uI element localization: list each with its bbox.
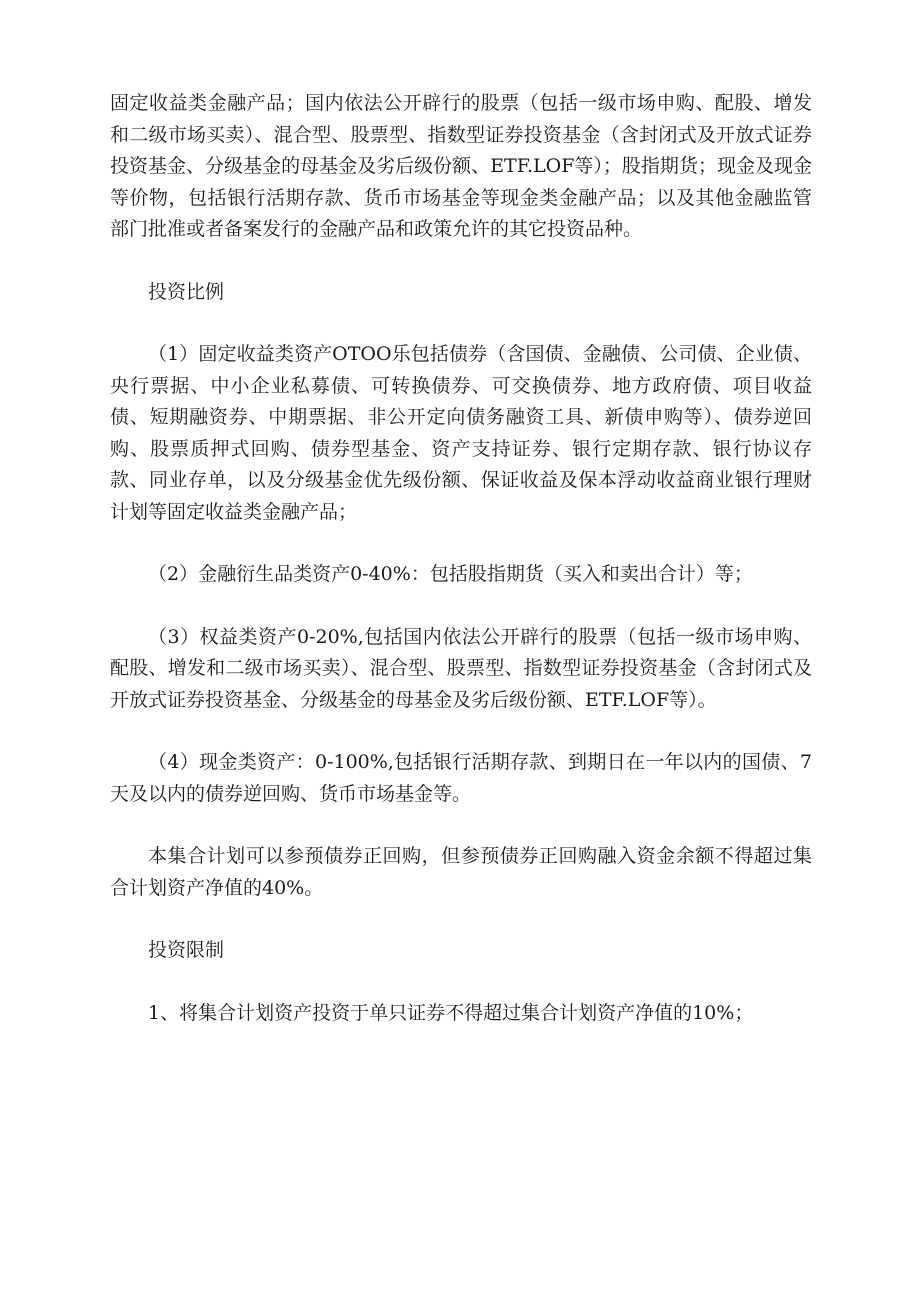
document-page [110, 88, 812, 1029]
paragraph-ratio-3: （3）权益类资产0-20%,包括国内依法公开辟行的股票（包括一级市场申购、配股、增发和二级市场买卖）、混合型、股票型、指数型证券投资基金（含封闭式及开放式证券投资基金、分级基金的母基金及劣后级份额、ETF.LOF等）。 [110, 625, 812, 711]
paragraph-limit-1: 1、将集合计划资产投资于单只证券不得超过集合计划资产净值的10%； [148, 1001, 754, 1024]
paragraph-ratio-2: （2）金融衍生品类资产0-40%：包括股指期货（买入和卖出合计）等； [148, 563, 753, 585]
heading-investment-ratio: 投资比例 [148, 280, 225, 303]
paragraph-investment-scope: 固定收益类金融产品；国内依法公开辟行的股票（包括一级市场申购、配股、增发和二级市场买卖）、混合型、股票型、指数型证券投资基金（含封闭式及开放式证券投资基金、分级基金的母基金及劣后级份额、ETF.LOF等）；股指期货；现金及现金等价物，包括银行活期存款、货币市场基金等现金类金融产品；以及其他金融监管部门批准或者备案发行的金融产品和政策允许的其它投资品种。 [110, 92, 812, 240]
paragraph-ratio-4: （4）现金类资产：0-100%,包括银行活期存款、到期日在一年以内的国债、7天及以内的债券逆回购、货币市场基金等。 [110, 751, 812, 805]
paragraph-ratio-1: （1）固定收益类资产OTOO乐包括债券（含国债、金融债、公司债、企业债、央行票据、中小企业私募债、可转换债券、可交换债券、地方政府债、项目收益债、短期融资券、中期票据、非公开定向债务融资工具、新债申购等）、债券逆回购、股票质押式回购、债券型基金、资产支持证券、银行定期存款、银行协议存款、同业存单，以及分级基金优先级份额、保证收益及保本浮动收益商业银行理财计划等固定收益类金融产品； [110, 343, 812, 523]
heading-investment-limits: 投资限制 [148, 939, 225, 961]
paragraph-repo: 本集合计划可以参预债券正回购，但参预债券正回购融入资金余额不得超过集合计划资产净值的40%。 [110, 845, 812, 899]
